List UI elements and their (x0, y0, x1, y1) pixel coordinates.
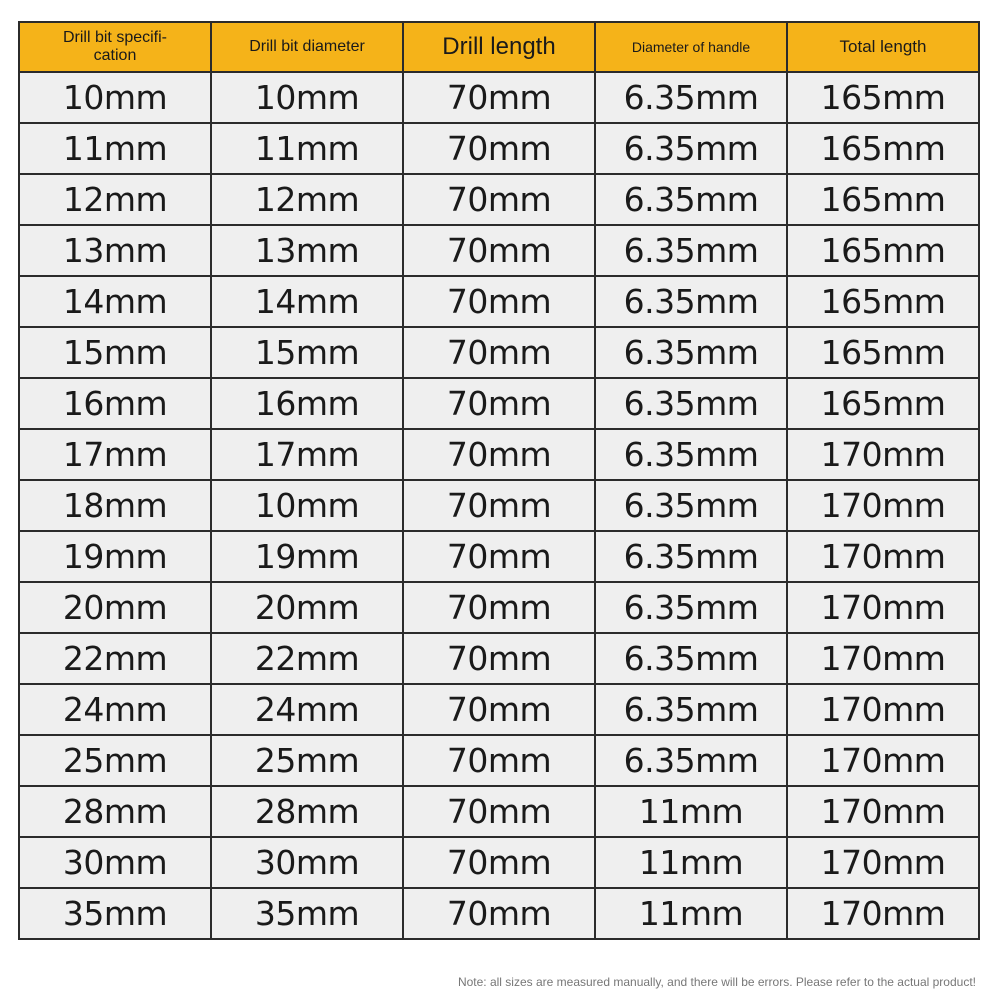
table-row (19, 582, 979, 633)
cell-total-length: 165mm (787, 276, 979, 327)
header-drill-bit-specification: Drill bit specifi- cation (19, 22, 211, 72)
cell-drill-bit-specification: 13mm (19, 225, 211, 276)
cell-drill-bit-specification: 19mm (19, 531, 211, 582)
table-row (19, 72, 979, 123)
table-row (19, 378, 979, 429)
cell-drill-bit-diameter: 14mm (211, 276, 403, 327)
cell-drill-length: 70mm (403, 531, 595, 582)
cell-diameter-of-handle: 6.35mm (595, 633, 787, 684)
cell-total-length: 165mm (787, 225, 979, 276)
table-header (19, 22, 979, 72)
cell-drill-bit-specification: 18mm (19, 480, 211, 531)
drill-spec-table (18, 21, 980, 940)
cell-drill-bit-diameter: 20mm (211, 582, 403, 633)
cell-total-length: 170mm (787, 531, 979, 582)
cell-drill-bit-specification: 30mm (19, 837, 211, 888)
header-diameter-of-handle: Diameter of handle (595, 22, 787, 72)
cell-drill-length: 70mm (403, 633, 595, 684)
cell-drill-length: 70mm (403, 684, 595, 735)
cell-drill-bit-diameter: 10mm (211, 72, 403, 123)
cell-total-length: 165mm (787, 123, 979, 174)
cell-drill-bit-specification: 14mm (19, 276, 211, 327)
cell-total-length: 170mm (787, 888, 979, 939)
measurement-note: Note: all sizes are measured manually, and there will be errors. Please refer to the actual product! (457, 975, 976, 989)
table-row (19, 174, 979, 225)
cell-drill-length: 70mm (403, 225, 595, 276)
cell-diameter-of-handle: 6.35mm (595, 276, 787, 327)
cell-total-length: 170mm (787, 684, 979, 735)
header-drill-bit-diameter: Drill bit diameter (211, 22, 403, 72)
cell-diameter-of-handle: 6.35mm (595, 72, 787, 123)
cell-drill-bit-diameter: 30mm (211, 837, 403, 888)
table-row (19, 684, 979, 735)
cell-diameter-of-handle: 6.35mm (595, 429, 787, 480)
cell-drill-bit-specification: 25mm (19, 735, 211, 786)
table-row (19, 225, 979, 276)
cell-total-length: 170mm (787, 480, 979, 531)
cell-diameter-of-handle: 6.35mm (595, 225, 787, 276)
table-row (19, 276, 979, 327)
cell-drill-bit-specification: 10mm (19, 72, 211, 123)
header-drill-length: Drill length (403, 22, 595, 72)
table-row (19, 429, 979, 480)
cell-diameter-of-handle: 6.35mm (595, 327, 787, 378)
cell-total-length: 170mm (787, 633, 979, 684)
cell-drill-bit-specification: 22mm (19, 633, 211, 684)
cell-diameter-of-handle: 6.35mm (595, 174, 787, 225)
cell-drill-bit-diameter: 13mm (211, 225, 403, 276)
cell-drill-bit-diameter: 19mm (211, 531, 403, 582)
table-row (19, 327, 979, 378)
cell-drill-bit-specification: 17mm (19, 429, 211, 480)
cell-drill-length: 70mm (403, 174, 595, 225)
cell-total-length: 165mm (787, 174, 979, 225)
table-row (19, 531, 979, 582)
cell-drill-length: 70mm (403, 786, 595, 837)
cell-total-length: 170mm (787, 837, 979, 888)
cell-drill-bit-specification: 11mm (19, 123, 211, 174)
cell-drill-length: 70mm (403, 72, 595, 123)
cell-total-length: 170mm (787, 735, 979, 786)
table-row (19, 123, 979, 174)
cell-drill-bit-diameter: 16mm (211, 378, 403, 429)
cell-drill-bit-specification: 24mm (19, 684, 211, 735)
cell-drill-length: 70mm (403, 837, 595, 888)
cell-drill-bit-diameter: 24mm (211, 684, 403, 735)
table-row (19, 480, 979, 531)
cell-drill-bit-specification: 16mm (19, 378, 211, 429)
cell-drill-bit-diameter: 11mm (211, 123, 403, 174)
cell-drill-length: 70mm (403, 888, 595, 939)
cell-drill-bit-specification: 15mm (19, 327, 211, 378)
header-row (19, 22, 979, 72)
cell-drill-length: 70mm (403, 582, 595, 633)
cell-diameter-of-handle: 11mm (595, 837, 787, 888)
cell-drill-length: 70mm (403, 429, 595, 480)
cell-drill-length: 70mm (403, 123, 595, 174)
cell-total-length: 170mm (787, 429, 979, 480)
cell-total-length: 165mm (787, 72, 979, 123)
cell-drill-bit-diameter: 28mm (211, 786, 403, 837)
cell-diameter-of-handle: 11mm (595, 786, 787, 837)
cell-drill-bit-specification: 35mm (19, 888, 211, 939)
cell-total-length: 170mm (787, 582, 979, 633)
cell-drill-bit-diameter: 22mm (211, 633, 403, 684)
cell-drill-bit-specification: 28mm (19, 786, 211, 837)
cell-drill-length: 70mm (403, 378, 595, 429)
cell-drill-bit-diameter: 35mm (211, 888, 403, 939)
cell-diameter-of-handle: 6.35mm (595, 531, 787, 582)
cell-drill-length: 70mm (403, 480, 595, 531)
cell-diameter-of-handle: 6.35mm (595, 480, 787, 531)
cell-diameter-of-handle: 6.35mm (595, 735, 787, 786)
cell-drill-bit-diameter: 10mm (211, 480, 403, 531)
cell-total-length: 170mm (787, 786, 979, 837)
cell-diameter-of-handle: 6.35mm (595, 684, 787, 735)
cell-drill-length: 70mm (403, 735, 595, 786)
table-row (19, 735, 979, 786)
cell-drill-bit-specification: 12mm (19, 174, 211, 225)
cell-total-length: 165mm (787, 378, 979, 429)
cell-drill-length: 70mm (403, 276, 595, 327)
cell-drill-bit-diameter: 15mm (211, 327, 403, 378)
cell-diameter-of-handle: 6.35mm (595, 123, 787, 174)
cell-diameter-of-handle: 6.35mm (595, 378, 787, 429)
table-row (19, 888, 979, 939)
cell-drill-bit-diameter: 25mm (211, 735, 403, 786)
table-body (19, 72, 979, 939)
header-total-length: Total length (787, 22, 979, 72)
table-row (19, 786, 979, 837)
cell-drill-bit-diameter: 12mm (211, 174, 403, 225)
table-row (19, 837, 979, 888)
cell-total-length: 165mm (787, 327, 979, 378)
table-row (19, 633, 979, 684)
cell-drill-bit-specification: 20mm (19, 582, 211, 633)
cell-drill-bit-diameter: 17mm (211, 429, 403, 480)
cell-diameter-of-handle: 11mm (595, 888, 787, 939)
cell-drill-length: 70mm (403, 327, 595, 378)
cell-diameter-of-handle: 6.35mm (595, 582, 787, 633)
